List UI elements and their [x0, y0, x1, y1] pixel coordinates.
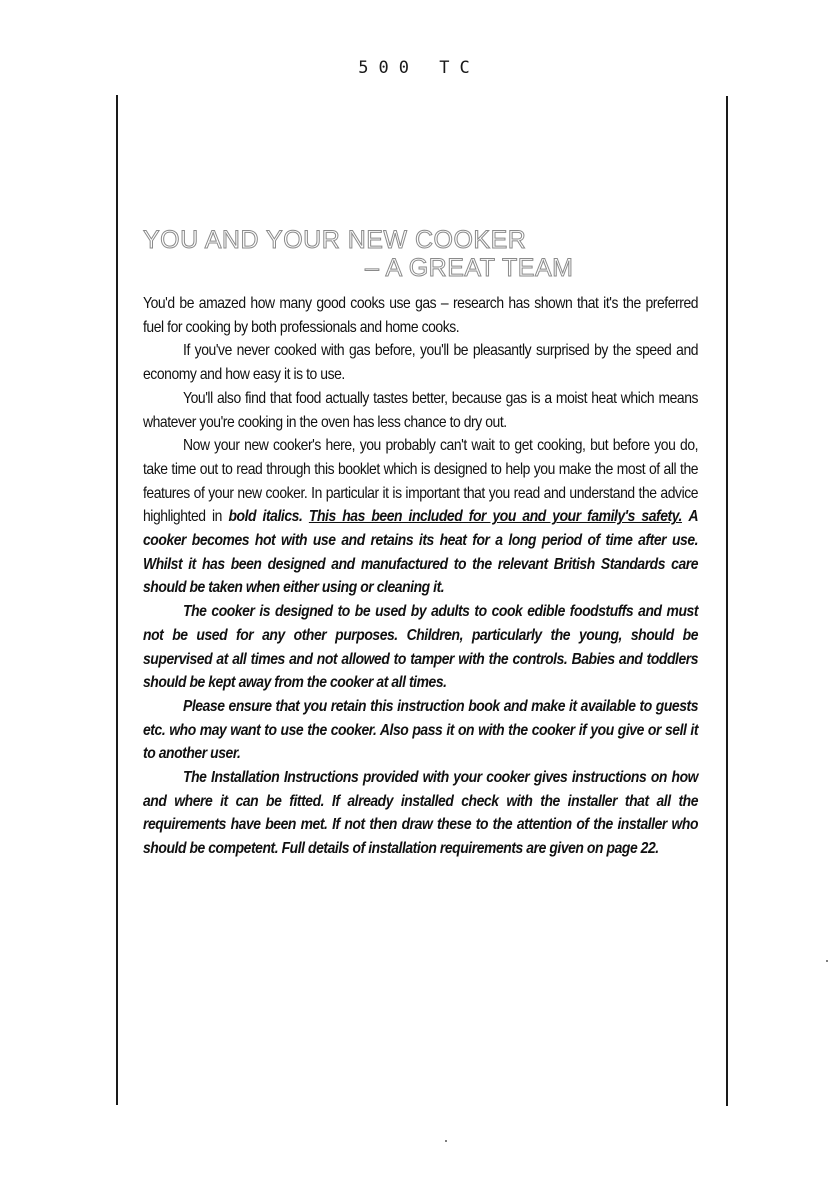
left-border-line — [116, 95, 118, 1105]
model-header: 500 TC — [358, 58, 480, 78]
bold-italics-phrase: bold italics. — [228, 508, 303, 526]
paragraph-booklet-text: Now your new cooker's here, you probably can't wait to get cooking, but before you do, take time out to read through this booklet which is designed to help you make the most of all the features of your new cooker. In particular it is important that you read and understand the advice highlighted in — [143, 437, 699, 526]
section-title — [143, 226, 703, 286]
scan-speck — [826, 960, 828, 962]
paragraph-installation: The Installation Instructions provided with your cooker gives instructions on how and where it can be fitted. If already installed check with the installer that all the requirements have been met. If not then draw these to the attention of the installer who should be competent. Full details of installation requirements are given on page 22. — [143, 769, 699, 858]
safety-notice: This has been included for you and your family's safety. — [308, 508, 682, 526]
paragraph-first-time: If you've never cooked with gas before, you'll be pleasantly surprised by the speed and economy and how easy it is to use. — [143, 342, 699, 384]
right-border-line — [726, 96, 728, 1106]
paragraph-adult-use: The cooker is designed to be used by adults to cook edible foodstuffs and must not be used for any other purposes. Children, particularly the young, should be supervised at all times and not allowed to tamper with the controls. Babies and toddlers should be kept away from the cooker at all times. — [143, 603, 699, 692]
scan-speck — [445, 1140, 447, 1142]
paragraph-taste: You'll also find that food actually tastes better, because gas is a moist heat which means whatever you're cooking in the oven has less chance to dry out. — [143, 389, 699, 431]
paragraph-retain-book: Please ensure that you retain this instruction book and make it available to guests etc. who may want to use the cooker. Also pass it on with the cooker if you give or sell it to another user. — [143, 697, 699, 763]
section-title-line-2: – A GREAT TEAM — [365, 254, 574, 282]
paragraph-intro: You'd be amazed how many good cooks use gas – research has shown that it's the preferred fuel for cooking by both professionals and home cooks. — [143, 295, 699, 336]
section-title-line-1: YOU AND YOUR NEW COOKER — [143, 226, 527, 254]
paragraph-booklet — [143, 434, 698, 600]
heat-warning: A cooker becomes hot with use and retains its heat for a long period of time after use. Whilst it has been designed and manufactured to the relevant British Standards care should be taken when either using or cleaning it. — [143, 508, 699, 597]
body-text — [143, 292, 698, 861]
